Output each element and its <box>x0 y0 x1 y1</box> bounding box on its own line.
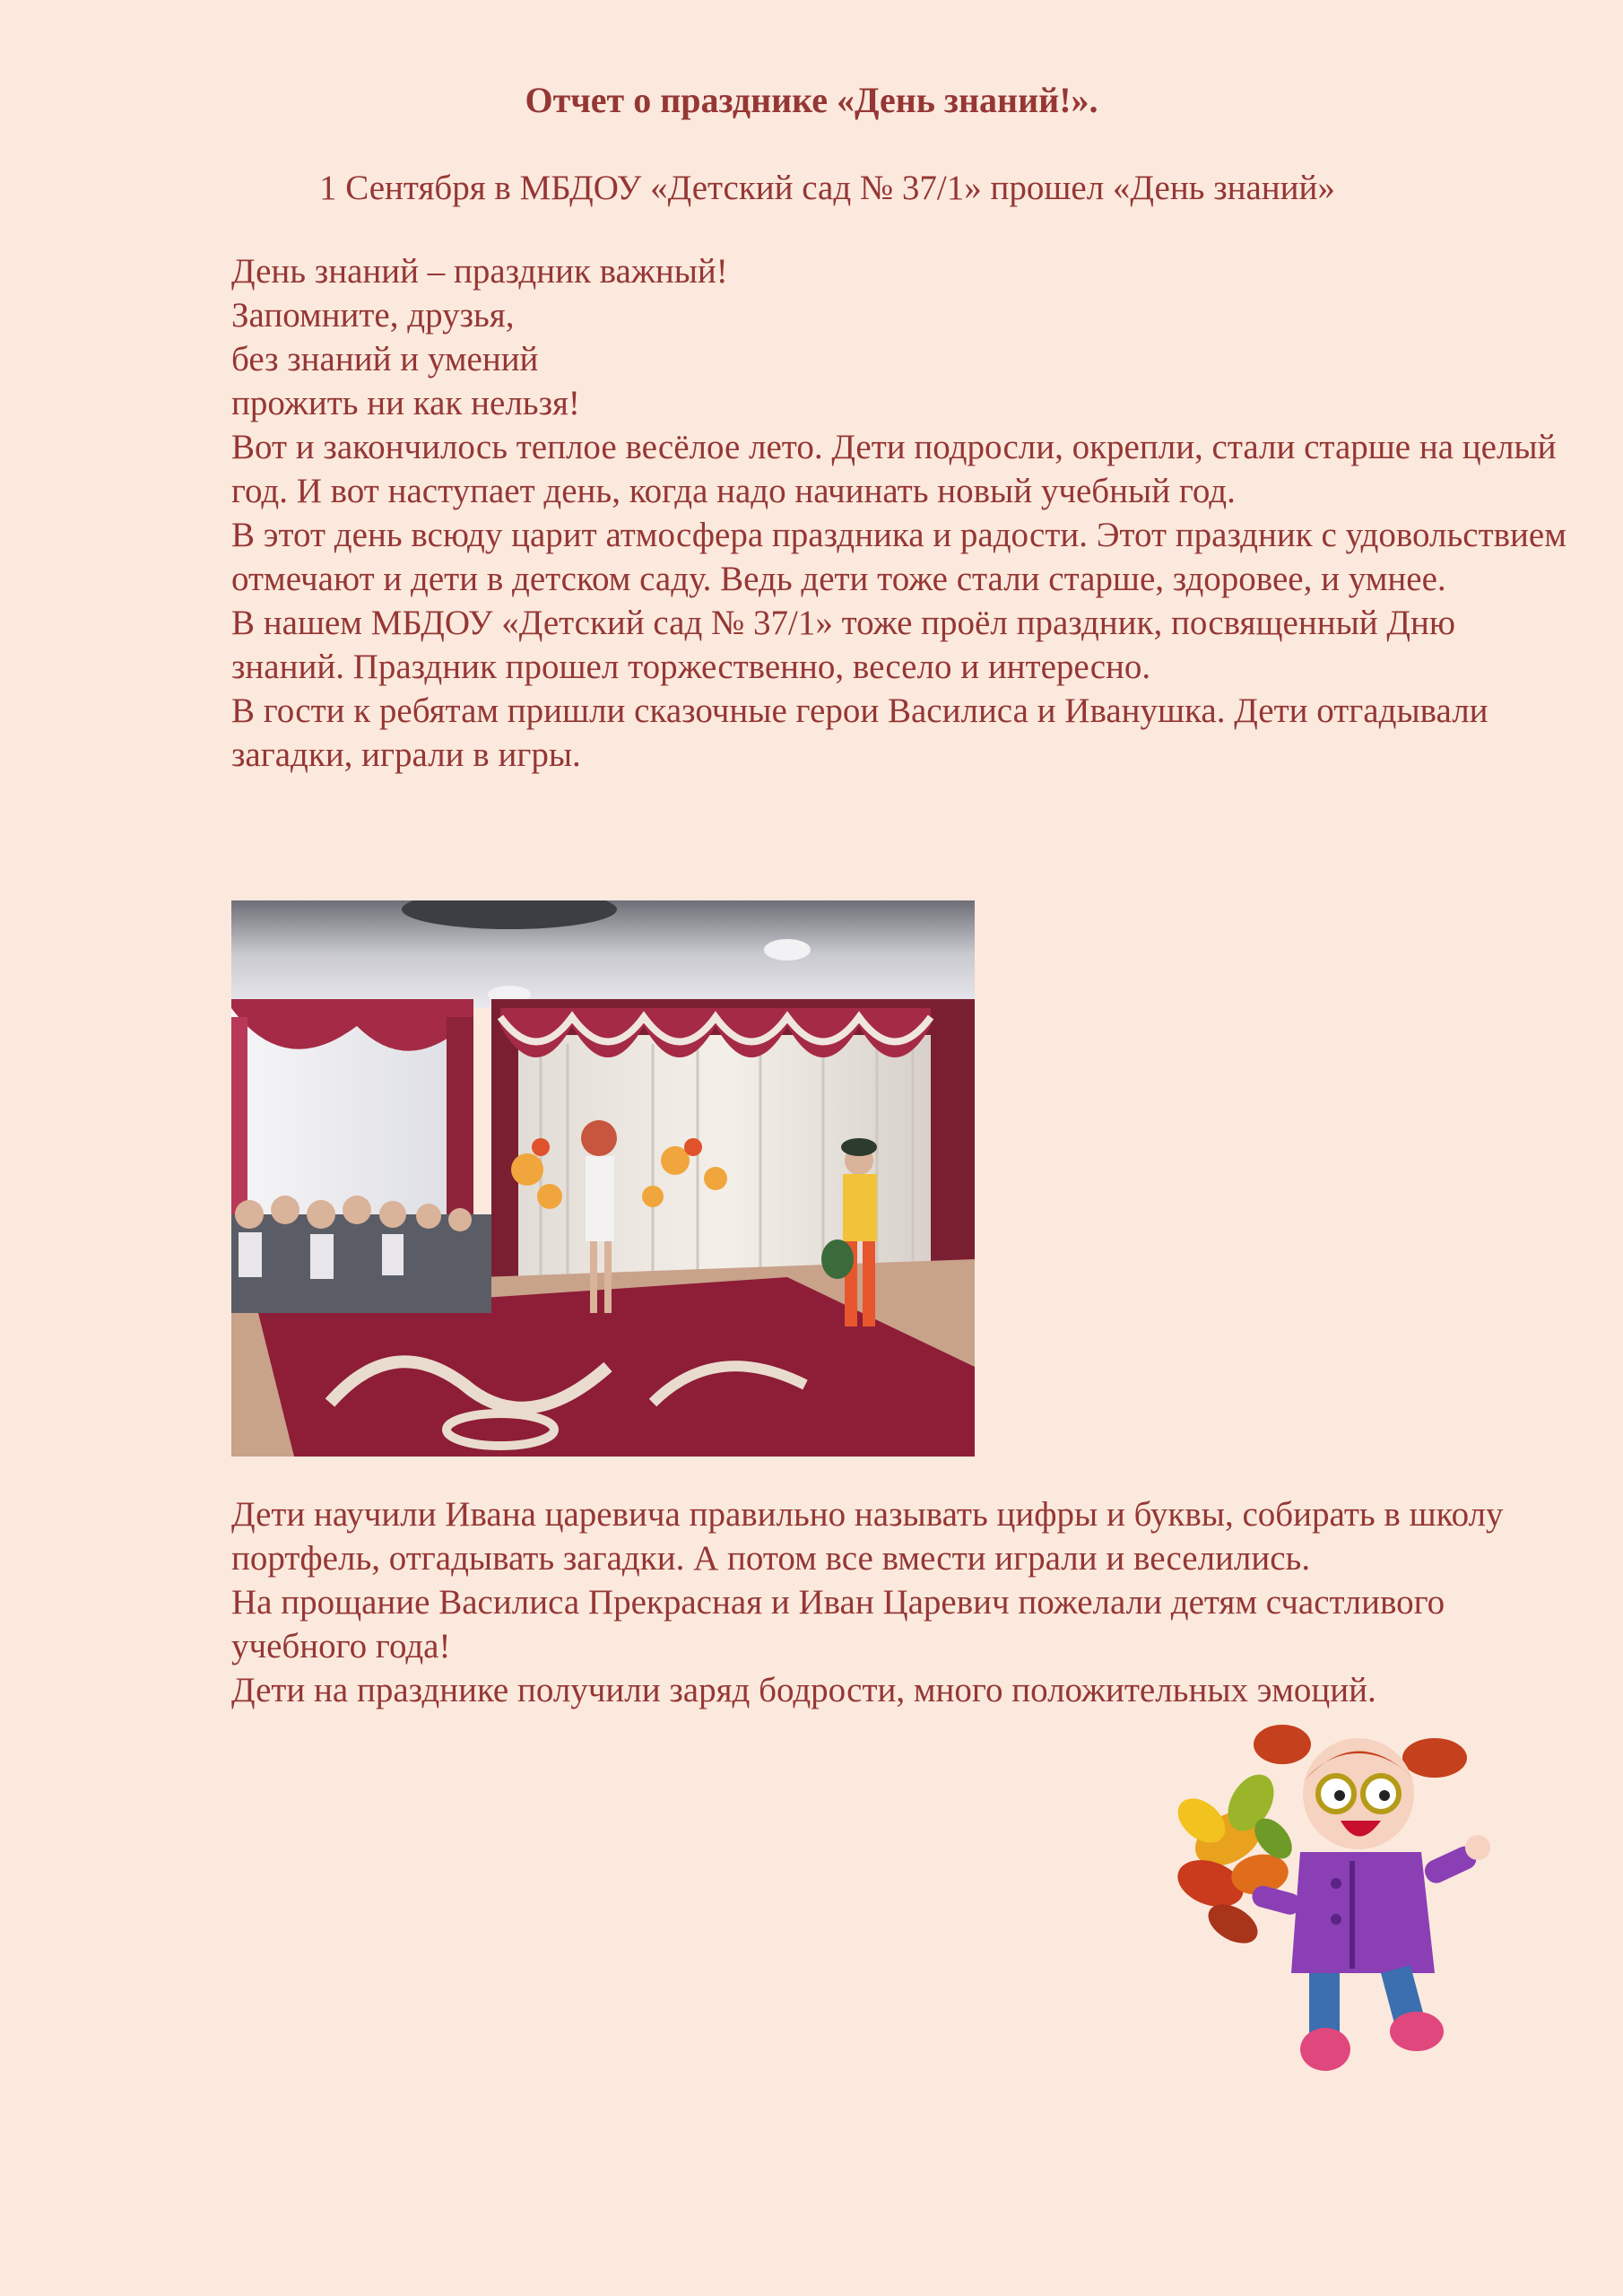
poem-line: прожить ни как нельзя! <box>231 384 580 422</box>
text-block-top <box>231 249 1576 777</box>
poem-line: Запомните, друзья, <box>231 296 515 335</box>
paragraph: В этот день всюду царит атмосфера праздника и радости. Этот праздник с удовольствием отмечают и дети в детском саду. Ведь дети тоже стали старше, здоровее, и умнее. <box>231 516 1567 598</box>
poem-line: без знаний и умений <box>231 340 539 378</box>
event-photo <box>231 900 975 1457</box>
paragraph: Дети научили Ивана царевича правильно называть цифры и буквы, собирать в школу портфель, отгадывать загадки. А потом все вмести играли и веселились. <box>231 1495 1504 1578</box>
paragraph: Вот и закончилось теплое весёлое лето. Дети подросли, окрепли, стали старше на целый год. И вот наступает день, когда надо начинать новый учебный год. <box>231 428 1557 510</box>
paragraph: Дети на празднике получили заряд бодрости, много положительных эмоций. <box>231 1671 1376 1709</box>
girl-with-leaves-clipart <box>1166 1704 1506 2081</box>
paragraph: На прощание Василиса Прекрасная и Иван Царевич пожелали детям счастливого учебного года! <box>231 1583 1445 1665</box>
report-title: Отчет о празднике «День знаний!». <box>525 80 1098 120</box>
report-subtitle: 1 Сентября в МБДОУ «Детский сад № 37/1» прошел «День знаний» <box>319 169 1335 207</box>
poem-line: День знаний – праздник важный! <box>231 252 728 291</box>
text-block-bottom <box>231 1492 1576 1712</box>
paragraph: В нашем МБДОУ «Детский сад № 37/1» тоже проёл праздник, посвященный Дню знаний. Праздник прошел торжественно, весело и интересно. <box>231 604 1455 686</box>
paragraph: В гости к ребятам пришли сказочные герои Василиса и Иванушка. Дети отгадывали загадки, играли в игры. <box>231 691 1488 774</box>
